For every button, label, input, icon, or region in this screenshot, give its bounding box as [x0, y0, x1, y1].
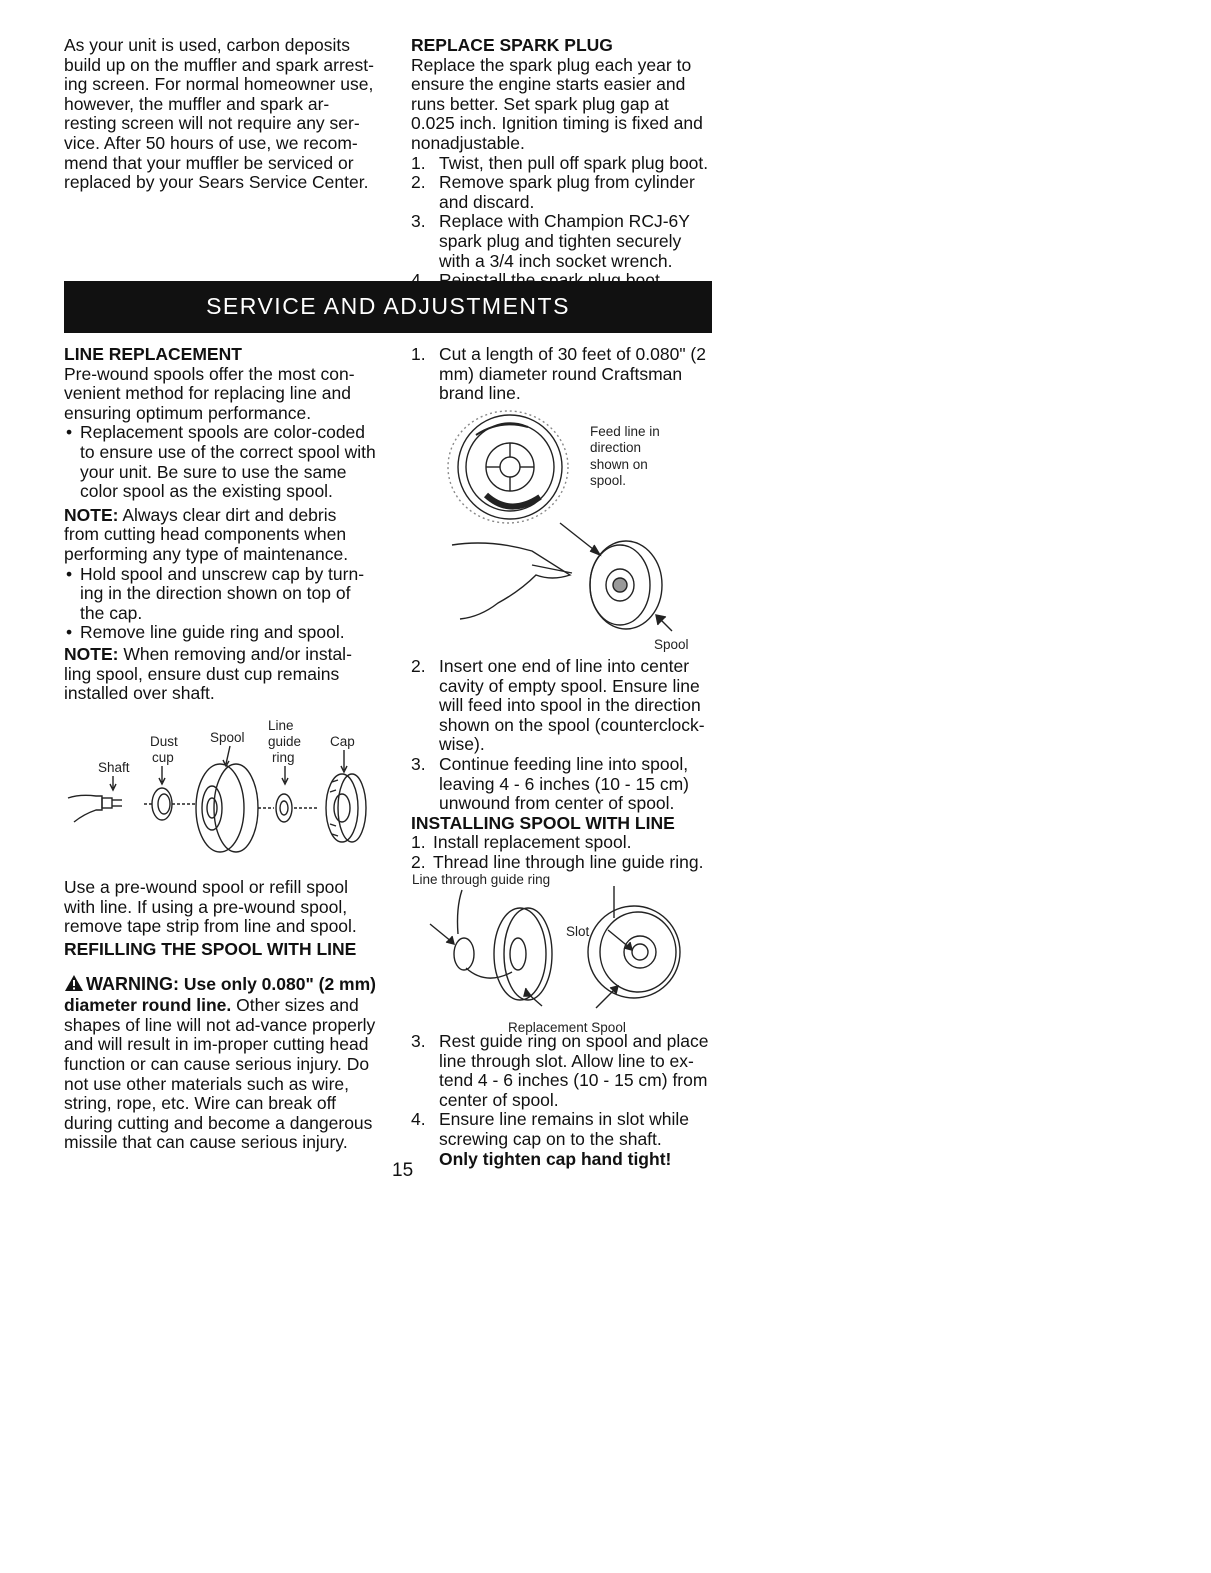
label-line: Line	[268, 718, 294, 733]
parts-diagram	[60, 712, 380, 872]
warning-icon	[64, 974, 84, 997]
label-ring: ring	[272, 750, 295, 765]
step-number: 1.	[411, 152, 426, 173]
note-text: When removing and/or instal-ling spool, ensure dust cup remains installed over shaft.	[64, 643, 352, 704]
feed-line-diagram	[440, 405, 710, 655]
spark-plug-intro: Replace the spark plug each year to ensure the engine starts easier and runs better. Set spark plug gap at 0.025 inch. Ignition timing is fixed and nonadjustable.	[411, 54, 703, 153]
bullet-text: Hold spool and unscrew cap by turn-ing in the direction shown on top of the cap.	[80, 563, 365, 623]
spark-plug-section	[411, 36, 717, 291]
step-text: Insert one end of line into center cavity of empty spool. Ensure line will feed into spool in the direction shown on the spool (counterclock-wise).	[439, 656, 705, 755]
tighten-warning: Only tighten cap hand tight!	[439, 1148, 672, 1169]
bullet-text: Remove line guide ring and spool.	[80, 622, 345, 643]
bullet-item	[64, 565, 376, 624]
label-shaft: Shaft	[98, 760, 130, 775]
insert-line-steps	[411, 657, 717, 873]
install-step-4	[411, 1110, 717, 1149]
page-number: 15	[392, 1160, 414, 1181]
right-step-1	[411, 345, 717, 404]
step-text: Install replacement spool.	[433, 832, 632, 853]
step-number: 2.	[411, 172, 426, 193]
banner-title: SERVICE AND ADJUSTMENTS	[206, 293, 570, 319]
step-text: Cut a length of 30 feet of 0.080" (2 mm) diameter round Craftsman brand line.	[439, 344, 706, 404]
line-replacement-intro: Pre-wound spools offer the most con-venient method for replacing line and ensuring optimum performance.	[64, 363, 355, 423]
bullet-mark: •	[66, 622, 73, 643]
bullet-text: Replacement spools are color-coded to ensure use of the correct spool with your unit. Be sure to use the same color spool as the existing spool.	[80, 422, 376, 502]
note-2	[64, 645, 376, 704]
right-step-3	[411, 755, 717, 814]
step-text: Thread line through line guide ring.	[433, 851, 704, 872]
install-label-slot: Slot	[566, 924, 590, 939]
install-label-guide: Line through guide ring	[412, 872, 551, 887]
refilling-heading: REFILLING THE SPOOL WITH LINE	[64, 939, 357, 959]
refilling-section	[64, 940, 376, 1153]
label-cup: cup	[152, 750, 174, 765]
step-text: Ensure line remains in slot while screwing cap on to the shaft.	[439, 1109, 689, 1149]
step-number: 3.	[411, 1031, 426, 1051]
installing-heading: INSTALLING SPOOL WITH LINE	[411, 812, 675, 833]
step-text: Replace with Champion RCJ-6Y spark plug and tighten securely with a 3/4 inch socket wrench.	[439, 211, 690, 271]
prewound-section	[64, 878, 376, 937]
step-number: 1.	[411, 344, 426, 364]
warning-paragraph	[64, 974, 376, 1153]
feed-label-3: shown on	[590, 457, 648, 472]
right-step-2	[411, 657, 717, 755]
step-text: Rest guide ring on spool and place line through slot. Allow line to ex-tend 4 - 6 inches (10 - 15 cm) from center of spool.	[439, 1031, 709, 1110]
step-number: 2.	[411, 656, 426, 676]
prewound-paragraph: Use a pre-wound spool or refill spool with line. If using a pre-wound spool, remove tape strip from line and spool.	[64, 877, 357, 937]
warning-bold-text: Use only 0.080" (2 mm) diameter round line.	[64, 973, 376, 1016]
install-final-steps	[411, 1032, 717, 1169]
install-step-1	[411, 833, 717, 853]
section-banner	[64, 281, 712, 333]
warning-label: WARNING:	[86, 973, 179, 994]
install-spool-diagram	[408, 868, 708, 1048]
feed-label-1: Feed line in	[590, 424, 660, 439]
step-text: Twist, then pull off spark plug boot.	[439, 152, 709, 173]
muffler-paragraph: As your unit is used, carbon deposits build up on the muffler and spark arrest-ing screen. For normal homeowner use, however, the muffler and spark ar-resting screen will not require any ser-vice. After 50 hours of use, we recom-mend that your muffler be serviced or replaced by your Sears Service Center.	[64, 35, 374, 193]
step-number: 2.	[411, 851, 426, 872]
cut-line-step	[411, 345, 717, 404]
label-guide: guide	[268, 734, 302, 749]
spark-step-2	[411, 173, 717, 212]
step-number: 3.	[411, 211, 426, 232]
bullet-mark: •	[66, 422, 73, 443]
warning-text: Other sizes and shapes of line will not ad-vance properly and will result in im-proper cutting head function or can cause serious injury. Do not use other materials such as wire, string, rope, etc. Wire can break off during cutting and become a dangerous missile that can cause serious injury.	[64, 995, 376, 1153]
note-label: NOTE:	[64, 504, 119, 525]
bullet-item	[64, 423, 376, 501]
label-cap: Cap	[330, 734, 355, 749]
step-number: 3.	[411, 753, 426, 774]
bullet-mark: •	[66, 563, 73, 584]
step-text: Continue feeding line into spool, leaving 4 - 6 inches (10 - 15 cm) unwound from center of spool.	[439, 753, 689, 814]
step-number: 4.	[411, 1109, 426, 1130]
spark-plug-heading: REPLACE SPARK PLUG	[411, 35, 613, 55]
feed-label-spool: Spool	[654, 637, 689, 652]
line-replacement-section	[64, 345, 376, 704]
note-text: Always clear dirt and debris from cutting head components when performing any type of maintenance.	[64, 504, 349, 564]
step-text: Remove spark plug from cylinder and discard.	[439, 172, 695, 212]
feed-label-4: spool.	[590, 473, 627, 488]
line-replacement-heading: LINE REPLACEMENT	[64, 344, 242, 364]
feed-label-2: direction	[590, 440, 642, 455]
label-dust: Dust	[150, 734, 178, 749]
muffler-section	[64, 36, 380, 193]
label-spool: Spool	[210, 730, 245, 745]
note-1	[64, 506, 376, 565]
install-label-replacement: Replacement Spool	[508, 1020, 626, 1035]
spark-step-1	[411, 154, 717, 174]
step-number: 1.	[411, 832, 426, 853]
note-label: NOTE:	[64, 643, 119, 664]
spark-step-3	[411, 212, 717, 271]
install-step-3	[411, 1032, 717, 1110]
bullet-item	[64, 623, 376, 643]
